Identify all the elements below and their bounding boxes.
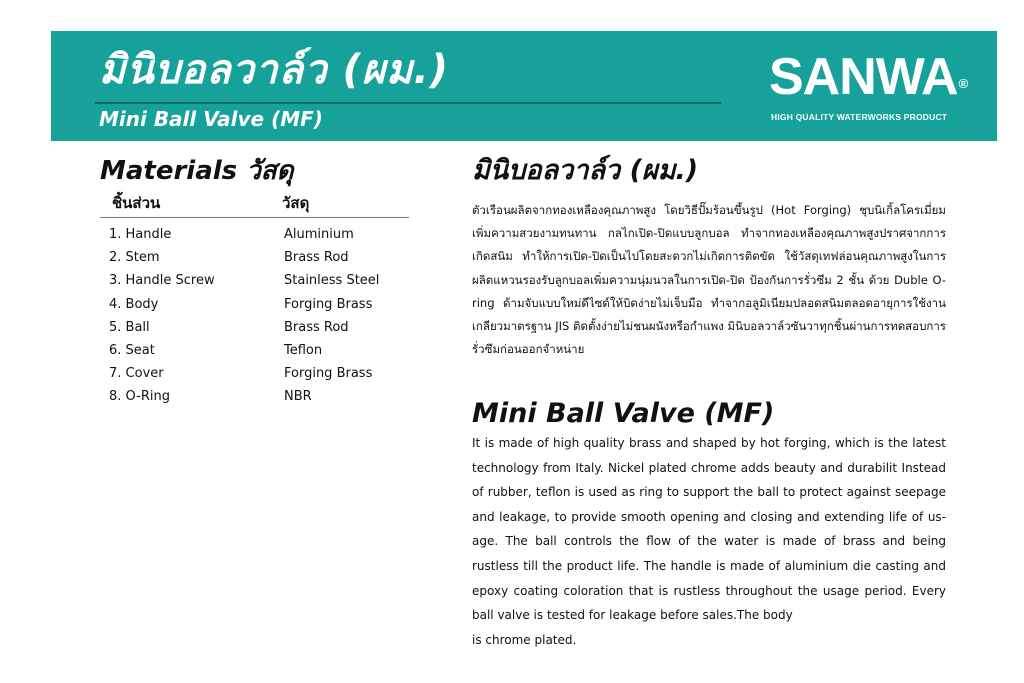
column-header-material: วัสดุ [282,194,310,212]
part-material: Forging Brass [284,296,373,312]
part-name: 2. Stem [109,250,160,266]
part-material: Aluminium [284,227,354,242]
table-row [100,270,410,293]
english-description-section [472,398,946,652]
brand-tagline: HIGH QUALITY WATERWORKS PRODUCT [771,112,948,122]
brand-logo [769,48,989,122]
banner-divider [95,102,721,104]
banner-title-english: Mini Ball Valve (MF) [99,107,323,131]
table-row [100,317,410,340]
header-banner [51,31,997,141]
part-material: Forging Brass [284,366,373,382]
part-material: Brass Rod [284,319,349,335]
brand-name [769,48,989,110]
registered-mark: ® [958,76,968,91]
part-material: Teflon [284,342,323,358]
part-name: 6. Seat [109,342,155,358]
thai-description-body: ตัวเรือนผลิตจากทองเหลืองคุณภาพสูง โดยวิธีปั๊มร้อนขึ้นรูป (Hot Forging) ชุบนิเกิ้ลโครเมี่ยมเพิ่มความสวยงามทนทาน กลไกเปิด-ปิดแบบลูกบอล ทำจากทองเหลืองคุณภาพสูงปราศจากการเกิดสนิม ทำให้การเปิด-ปิดเป็นไปโดยสะดวกไม่เกิดการติดขัด ใช้วัสดุเทฟล่อนคุณภาพสูงในการผลิตแหวนรองรับลูกบอลเพิ่มความนุ่มนวลในการเปิด-ปิด ป้องกันการรั่วซึม 2 ชั้น ด้วย Duble O-ring ด้ามจับแบบใหม่ดีไซด์ให้บิดง่ายไม่เจ็บมือ ทำจากอลูมิเนียมปลอดสนิมตลอดอายุการใช้งาน เกลียวมาตรฐาน JIS ติดตั้งง่ายไม่ชนผนังหรือกำแพง มินิบอลวาล์วซันวาทุกชิ้นผ่านการทดสอบการรั่วซึมก่อนออกจำหน่าย [472,203,946,357]
english-description-last-line: is chrome plated. [472,632,577,647]
english-description-title: Mini Ball Valve (MF) [472,398,775,429]
thai-description-title: มินิบอลวาล์ว (ผม.) [472,155,699,186]
part-name: 1. Handle [109,227,172,242]
table-row [100,224,410,247]
part-name: 5. Ball [109,319,150,335]
materials-table-header [100,191,410,217]
materials-divider [100,217,409,218]
table-row [100,247,410,270]
thai-description-section [472,148,946,361]
materials-table [100,224,410,410]
part-name: 8. O-Ring [109,389,170,405]
table-row [100,294,410,317]
table-row [100,386,410,409]
table-row [100,363,410,386]
banner-title-thai: มินิบอลวาล์ว (ผม.) [99,47,450,93]
part-material: Brass Rod [284,250,349,266]
brand-wordmark: SANWA [769,48,958,106]
part-name: 7. Cover [109,366,164,382]
part-material: Stainless Steel [284,273,380,289]
column-header-part: ชิ้นส่วน [112,194,161,212]
materials-title: Materials วัสดุ [100,156,294,186]
part-name: 3. Handle Screw [109,273,215,289]
materials-section [100,150,410,410]
english-description-body: It is made of high quality brass and shaped by hot forging, which is the latest technology from Italy. Nickel plated chrome adds beauty and durabilit Instead of rubber, teflon is used as ring to support the ball to protect against seepage and leakage, to provide smooth opening and closing and extending life of us-age. The ball controls the flow of the water is made of brass and being rustless till the product life. The handle is made of aluminium die casting and epoxy coating coloration that is rustless throughout the usage period. Every ball valve is tested for leakage before sales.The body [472,436,946,623]
part-material: NBR [284,389,312,405]
part-name: 4. Body [109,296,159,312]
table-row [100,340,410,363]
